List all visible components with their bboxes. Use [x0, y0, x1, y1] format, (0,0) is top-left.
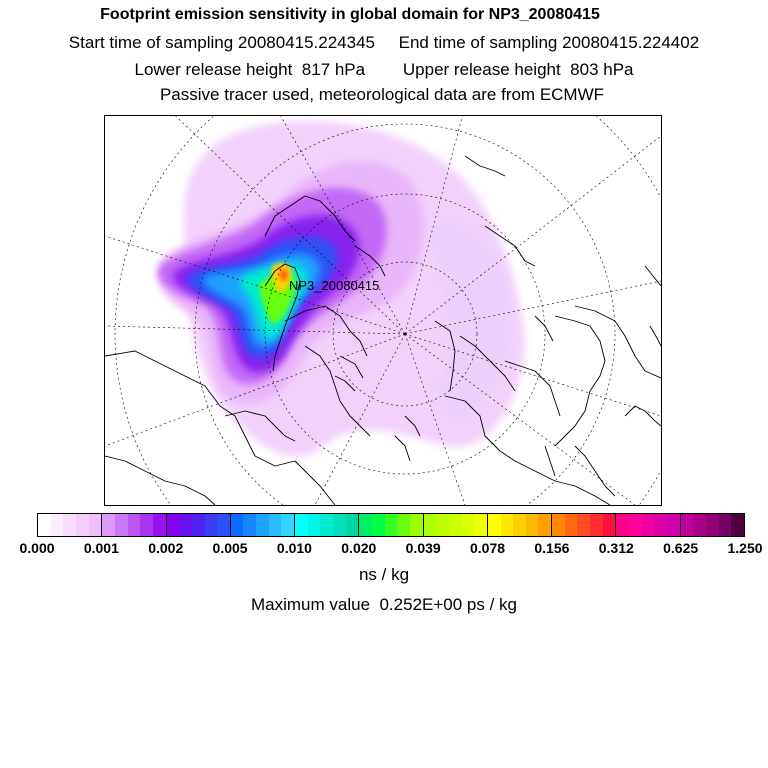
color-swatch — [281, 514, 294, 536]
colorbar-units: ns / kg — [358, 565, 410, 584]
color-swatch — [38, 514, 51, 536]
colorbar-tick-label: 0.078 — [470, 540, 506, 556]
color-swatch — [269, 514, 282, 536]
color-swatch — [667, 514, 680, 536]
colorbar — [37, 513, 745, 537]
release-heights: Lower release height 817 hPa Upper release height 803 hPa — [134, 60, 634, 79]
colorbar-segment — [38, 514, 102, 536]
color-swatch — [629, 514, 642, 536]
colorbar-segment — [102, 514, 166, 536]
color-swatch — [140, 514, 153, 536]
color-swatch — [719, 514, 732, 536]
tracer-info: Passive tracer used, meteorological data are from ECMWF — [159, 85, 605, 104]
color-swatch — [616, 514, 629, 536]
color-swatch — [51, 514, 64, 536]
colorbar-segment — [231, 514, 295, 536]
color-swatch — [654, 514, 667, 536]
footprint-map — [104, 115, 662, 506]
color-swatch — [590, 514, 603, 536]
color-swatch — [333, 514, 346, 536]
color-swatch — [642, 514, 655, 536]
colorbar-tick-label: 0.625 — [663, 540, 699, 556]
color-swatch — [89, 514, 102, 536]
color-swatch — [693, 514, 706, 536]
color-swatch — [256, 514, 269, 536]
color-swatch — [474, 514, 487, 536]
color-swatch — [436, 514, 449, 536]
color-swatch — [488, 514, 501, 536]
color-swatch — [513, 514, 526, 536]
color-swatch — [501, 514, 514, 536]
color-swatch — [295, 514, 308, 536]
color-swatch — [397, 514, 410, 536]
release-marker — [289, 278, 379, 293]
colorbar-segment — [681, 514, 744, 536]
color-swatch — [63, 514, 76, 536]
color-swatch — [179, 514, 192, 536]
colorbar-segment — [295, 514, 359, 536]
colorbar-tick-label: 0.156 — [534, 540, 570, 556]
color-swatch — [320, 514, 333, 536]
color-swatch — [359, 514, 372, 536]
color-swatch — [153, 514, 166, 536]
colorbar-tick-label: 0.312 — [598, 540, 634, 556]
colorbar-tick-label: 0.002 — [148, 540, 184, 556]
color-swatch — [167, 514, 180, 536]
colorbar-segment — [424, 514, 488, 536]
sampling-times: Start time of sampling 20080415.224345 End time of sampling 20080415.224402 — [68, 33, 700, 52]
color-swatch — [192, 514, 205, 536]
colorbar-tick-label: 0.005 — [212, 540, 248, 556]
color-swatch — [449, 514, 462, 536]
color-swatch — [526, 514, 539, 536]
colorbar-tick-label: 0.000 — [19, 540, 55, 556]
color-swatch — [410, 514, 423, 536]
colorbar-tick-label: 0.020 — [341, 540, 377, 556]
color-swatch — [603, 514, 616, 536]
colorbar-segment — [488, 514, 552, 536]
color-swatch — [76, 514, 89, 536]
color-swatch — [706, 514, 719, 536]
colorbar-segment — [616, 514, 680, 536]
color-swatch — [565, 514, 578, 536]
release-label: NP3_20080415 — [289, 278, 380, 293]
color-swatch — [681, 514, 694, 536]
color-swatch — [552, 514, 565, 536]
color-swatch — [346, 514, 359, 536]
color-swatch — [205, 514, 218, 536]
color-swatch — [231, 514, 244, 536]
maximum-value: Maximum value 0.252E+00 ps / kg — [251, 595, 517, 614]
colorbar-tick-label: 0.039 — [405, 540, 441, 556]
color-swatch — [372, 514, 385, 536]
color-swatch — [243, 514, 256, 536]
color-swatch — [577, 514, 590, 536]
colorbar-segment — [359, 514, 423, 536]
color-swatch — [102, 514, 115, 536]
colorbar-tick-label: 0.010 — [276, 540, 312, 556]
colorbar-tick-label: 1.250 — [727, 540, 763, 556]
color-swatch — [424, 514, 437, 536]
color-swatch — [128, 514, 141, 536]
colorbar-segment — [167, 514, 231, 536]
color-swatch — [217, 514, 230, 536]
colorbar-tick-label: 0.001 — [83, 540, 119, 556]
color-swatch — [115, 514, 128, 536]
color-swatch — [731, 514, 744, 536]
color-swatch — [538, 514, 551, 536]
plot-title: Footprint emission sensitivity in global domain for NP3_20080415 — [100, 6, 600, 23]
color-swatch — [385, 514, 398, 536]
color-swatch — [308, 514, 321, 536]
color-swatch — [462, 514, 475, 536]
colorbar-segment — [552, 514, 616, 536]
